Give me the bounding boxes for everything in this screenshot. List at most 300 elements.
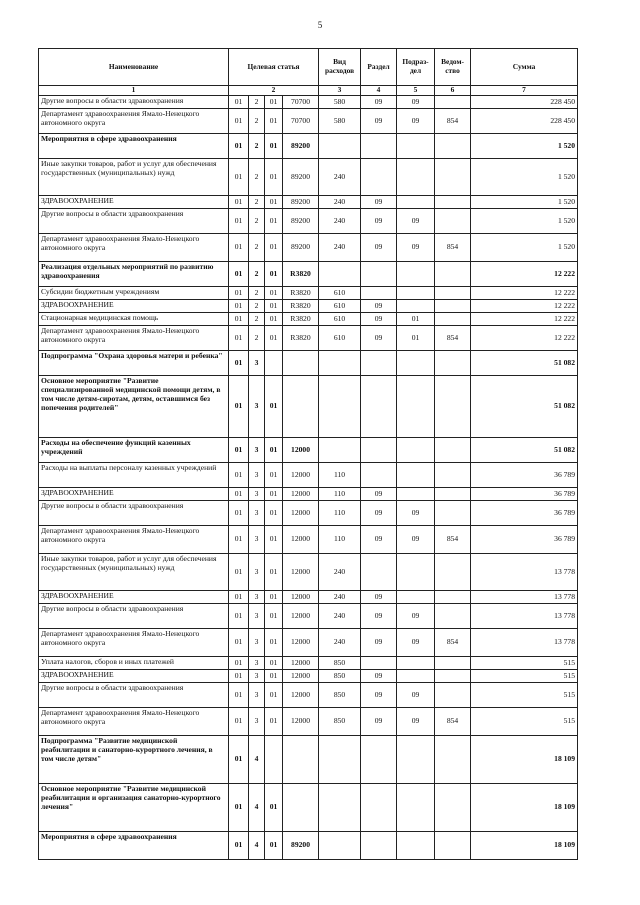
cell-vid: 240	[319, 209, 361, 234]
cell-v	[435, 262, 471, 287]
cell-b: 4	[249, 736, 265, 784]
cell-d: 89200	[283, 234, 319, 262]
cell-c: 01	[265, 159, 283, 196]
cell-d: R3820	[283, 313, 319, 326]
cell-a: 01	[229, 501, 249, 526]
cell-b: 3	[249, 604, 265, 629]
header-row	[39, 49, 578, 86]
cell-d: 89200	[283, 196, 319, 209]
table-row	[39, 300, 578, 313]
cell-a: 01	[229, 96, 249, 109]
cell-a: 01	[229, 313, 249, 326]
cell-a: 01	[229, 591, 249, 604]
cell-name: Департамент здравоохранения Ямало-Ненецкого автономного округа	[39, 708, 229, 736]
cell-vid	[319, 262, 361, 287]
cell-p: 09	[397, 604, 435, 629]
header-summa: Сумма	[471, 49, 578, 86]
cell-name: ЗДРАВООХРАНЕНИЕ	[39, 670, 229, 683]
cell-s: 36 789	[471, 488, 578, 501]
cell-a: 01	[229, 196, 249, 209]
cell-d: 12000	[283, 657, 319, 670]
cell-s: 1 520	[471, 159, 578, 196]
cell-vid: 240	[319, 159, 361, 196]
cell-name: Иные закупки товаров, работ и услуг для обеспечения государственных (муниципальных) нужд	[39, 159, 229, 196]
cell-v	[435, 351, 471, 376]
cell-vid: 610	[319, 313, 361, 326]
cell-d: 12000	[283, 629, 319, 657]
cell-s: 12 222	[471, 326, 578, 351]
cell-p	[397, 376, 435, 438]
cell-p	[397, 463, 435, 488]
cell-c: 01	[265, 526, 283, 554]
cell-b: 3	[249, 526, 265, 554]
cell-vid: 110	[319, 488, 361, 501]
col-number: 7	[471, 86, 578, 96]
cell-vid: 610	[319, 326, 361, 351]
cell-b: 2	[249, 109, 265, 134]
cell-r: 09	[361, 313, 397, 326]
cell-b: 3	[249, 351, 265, 376]
cell-d: R3820	[283, 287, 319, 300]
cell-b: 2	[249, 96, 265, 109]
cell-v	[435, 209, 471, 234]
table-row	[39, 438, 578, 463]
cell-b: 3	[249, 657, 265, 670]
cell-s: 1 520	[471, 209, 578, 234]
cell-c: 01	[265, 604, 283, 629]
cell-d: R3820	[283, 300, 319, 313]
cell-v	[435, 287, 471, 300]
cell-a: 01	[229, 670, 249, 683]
cell-c: 01	[265, 501, 283, 526]
cell-name: ЗДРАВООХРАНЕНИЕ	[39, 591, 229, 604]
cell-c: 01	[265, 670, 283, 683]
cell-c: 01	[265, 262, 283, 287]
cell-p	[397, 657, 435, 670]
cell-r: 09	[361, 300, 397, 313]
budget-table	[38, 48, 578, 860]
cell-v: 854	[435, 708, 471, 736]
cell-s: 1 520	[471, 134, 578, 159]
column-number-row	[39, 86, 578, 96]
cell-b: 3	[249, 438, 265, 463]
cell-vid: 610	[319, 287, 361, 300]
cell-a: 01	[229, 708, 249, 736]
cell-s: 228 450	[471, 109, 578, 134]
cell-r	[361, 134, 397, 159]
cell-a: 01	[229, 832, 249, 860]
col-number: 6	[435, 86, 471, 96]
table-row	[39, 96, 578, 109]
cell-v	[435, 96, 471, 109]
cell-name: Расходы на обеспечение функций казенных учреждений	[39, 438, 229, 463]
cell-d: 89200	[283, 832, 319, 860]
cell-name: Мероприятия в сфере здравоохранения	[39, 832, 229, 860]
cell-p: 09	[397, 526, 435, 554]
cell-p	[397, 287, 435, 300]
cell-s: 12 222	[471, 262, 578, 287]
table-row	[39, 657, 578, 670]
cell-p	[397, 159, 435, 196]
cell-c: 01	[265, 591, 283, 604]
cell-b: 3	[249, 488, 265, 501]
cell-r	[361, 832, 397, 860]
cell-a: 01	[229, 300, 249, 313]
cell-name: Расходы на выплаты персоналу казенных учреждений	[39, 463, 229, 488]
cell-a: 01	[229, 326, 249, 351]
cell-b: 2	[249, 209, 265, 234]
cell-vid	[319, 784, 361, 832]
cell-name: Субсидии бюджетным учреждениям	[39, 287, 229, 300]
cell-s: 515	[471, 670, 578, 683]
cell-v	[435, 683, 471, 708]
cell-v: 854	[435, 526, 471, 554]
cell-p	[397, 300, 435, 313]
cell-a: 01	[229, 683, 249, 708]
table-row	[39, 159, 578, 196]
cell-a: 01	[229, 109, 249, 134]
cell-vid: 240	[319, 629, 361, 657]
cell-p	[397, 784, 435, 832]
cell-p: 01	[397, 326, 435, 351]
cell-r	[361, 351, 397, 376]
cell-d: R3820	[283, 262, 319, 287]
table-row	[39, 134, 578, 159]
table-row	[39, 784, 578, 832]
cell-vid: 850	[319, 708, 361, 736]
table-row	[39, 234, 578, 262]
table-row	[39, 683, 578, 708]
cell-a: 01	[229, 438, 249, 463]
cell-p	[397, 670, 435, 683]
table-row	[39, 604, 578, 629]
table-row	[39, 501, 578, 526]
cell-d: 12000	[283, 554, 319, 591]
cell-c: 01	[265, 438, 283, 463]
table-row	[39, 670, 578, 683]
cell-name: ЗДРАВООХРАНЕНИЕ	[39, 300, 229, 313]
cell-v	[435, 134, 471, 159]
cell-v	[435, 604, 471, 629]
cell-s: 13 778	[471, 554, 578, 591]
cell-s: 12 222	[471, 313, 578, 326]
cell-s: 18 109	[471, 832, 578, 860]
cell-a: 01	[229, 262, 249, 287]
table-row	[39, 463, 578, 488]
cell-p: 09	[397, 96, 435, 109]
cell-a: 01	[229, 784, 249, 832]
cell-c: 01	[265, 657, 283, 670]
cell-c: 01	[265, 287, 283, 300]
cell-c	[265, 736, 283, 784]
cell-a: 01	[229, 657, 249, 670]
cell-c: 01	[265, 234, 283, 262]
cell-v	[435, 657, 471, 670]
cell-v	[435, 300, 471, 313]
cell-a: 01	[229, 234, 249, 262]
cell-r: 09	[361, 501, 397, 526]
cell-s: 18 109	[471, 784, 578, 832]
cell-r: 09	[361, 326, 397, 351]
cell-name: Другие вопросы в области здравоохранения	[39, 683, 229, 708]
table-row	[39, 376, 578, 438]
cell-v	[435, 832, 471, 860]
cell-name: Департамент здравоохранения Ямало-Ненецкого автономного округа	[39, 109, 229, 134]
cell-a: 01	[229, 488, 249, 501]
cell-vid: 850	[319, 657, 361, 670]
cell-vid: 110	[319, 526, 361, 554]
cell-b: 2	[249, 196, 265, 209]
cell-d: 89200	[283, 209, 319, 234]
cell-name: Иные закупки товаров, работ и услуг для обеспечения государственных (муниципальных) нужд	[39, 554, 229, 591]
cell-p: 09	[397, 501, 435, 526]
cell-c: 01	[265, 832, 283, 860]
cell-b: 4	[249, 832, 265, 860]
cell-v	[435, 313, 471, 326]
cell-b: 2	[249, 300, 265, 313]
cell-v	[435, 784, 471, 832]
cell-name: Департамент здравоохранения Ямало-Ненецкого автономного округа	[39, 629, 229, 657]
cell-r	[361, 463, 397, 488]
cell-s: 1 520	[471, 196, 578, 209]
cell-r	[361, 287, 397, 300]
page-number: 5	[317, 20, 323, 30]
cell-s: 18 109	[471, 736, 578, 784]
cell-p: 09	[397, 234, 435, 262]
cell-v	[435, 463, 471, 488]
col-number: 3	[319, 86, 361, 96]
cell-d: 12000	[283, 488, 319, 501]
cell-p: 09	[397, 708, 435, 736]
cell-vid	[319, 736, 361, 784]
cell-name: Департамент здравоохранения Ямало-Ненецкого автономного округа	[39, 526, 229, 554]
cell-a: 01	[229, 287, 249, 300]
table-row	[39, 209, 578, 234]
cell-name: Подпрограмма "Развитие медицинской реабилитации и санаторно-курортного лечения, в том числе детям"	[39, 736, 229, 784]
cell-b: 2	[249, 287, 265, 300]
cell-b: 2	[249, 134, 265, 159]
cell-p: 09	[397, 109, 435, 134]
cell-v	[435, 159, 471, 196]
header-podrazdel: Подраз- дел	[397, 49, 435, 86]
cell-b: 3	[249, 554, 265, 591]
cell-name: Департамент здравоохранения Ямало-Ненецкого автономного округа	[39, 234, 229, 262]
cell-c: 01	[265, 784, 283, 832]
cell-s: 515	[471, 708, 578, 736]
cell-d	[283, 736, 319, 784]
cell-s: 36 789	[471, 526, 578, 554]
cell-v	[435, 554, 471, 591]
cell-s: 13 778	[471, 591, 578, 604]
col-number: 4	[361, 86, 397, 96]
col-number: 2	[229, 86, 319, 96]
cell-d: 12000	[283, 708, 319, 736]
cell-vid: 850	[319, 670, 361, 683]
cell-r: 09	[361, 670, 397, 683]
table-row	[39, 262, 578, 287]
cell-c: 01	[265, 313, 283, 326]
cell-vid: 110	[319, 501, 361, 526]
table-row	[39, 313, 578, 326]
cell-v	[435, 591, 471, 604]
cell-s: 1 520	[471, 234, 578, 262]
cell-b: 3	[249, 463, 265, 488]
cell-r: 09	[361, 109, 397, 134]
col-number: 5	[397, 86, 435, 96]
cell-p: 01	[397, 313, 435, 326]
cell-r: 09	[361, 708, 397, 736]
header-razdel: Раздел	[361, 49, 397, 86]
cell-b: 3	[249, 376, 265, 438]
table-row	[39, 736, 578, 784]
cell-p	[397, 134, 435, 159]
cell-v	[435, 501, 471, 526]
cell-v	[435, 376, 471, 438]
cell-name: Уплата налогов, сборов и иных платежей	[39, 657, 229, 670]
table-row	[39, 326, 578, 351]
cell-d: 12000	[283, 591, 319, 604]
cell-a: 01	[229, 134, 249, 159]
cell-r	[361, 438, 397, 463]
cell-d: R3820	[283, 326, 319, 351]
cell-b: 2	[249, 313, 265, 326]
cell-s: 36 789	[471, 463, 578, 488]
cell-c: 01	[265, 629, 283, 657]
cell-name: Мероприятия в сфере здравоохранения	[39, 134, 229, 159]
table-row	[39, 351, 578, 376]
cell-vid: 110	[319, 463, 361, 488]
cell-d: 70700	[283, 109, 319, 134]
table-row	[39, 196, 578, 209]
table-row	[39, 109, 578, 134]
cell-s: 51 082	[471, 376, 578, 438]
cell-a: 01	[229, 463, 249, 488]
cell-d: 12000	[283, 501, 319, 526]
cell-v: 854	[435, 629, 471, 657]
cell-p: 09	[397, 629, 435, 657]
header-name: Наименование	[39, 49, 229, 86]
cell-name: Основное мероприятие "Развитие специализированной медицинской помощи детям, в том числе детям-сиротам, детям, оставшимся без попечения родителей"	[39, 376, 229, 438]
cell-r: 09	[361, 196, 397, 209]
cell-vid: 240	[319, 591, 361, 604]
col-number: 1	[39, 86, 229, 96]
cell-s: 36 789	[471, 501, 578, 526]
cell-p	[397, 554, 435, 591]
table-row	[39, 526, 578, 554]
cell-vid	[319, 376, 361, 438]
cell-b: 3	[249, 708, 265, 736]
cell-b: 3	[249, 629, 265, 657]
cell-r	[361, 376, 397, 438]
cell-c: 01	[265, 708, 283, 736]
cell-v	[435, 196, 471, 209]
table-row	[39, 488, 578, 501]
cell-s: 12 222	[471, 300, 578, 313]
cell-d: 12000	[283, 463, 319, 488]
cell-c: 01	[265, 376, 283, 438]
cell-p	[397, 832, 435, 860]
cell-p	[397, 488, 435, 501]
cell-name: Другие вопросы в области здравоохранения	[39, 604, 229, 629]
cell-v: 854	[435, 234, 471, 262]
cell-c: 01	[265, 209, 283, 234]
cell-p	[397, 196, 435, 209]
cell-name: Подпрограмма "Охрана здоровья матери и ребенка"	[39, 351, 229, 376]
cell-v: 854	[435, 109, 471, 134]
cell-a: 01	[229, 736, 249, 784]
cell-vid: 850	[319, 683, 361, 708]
cell-b: 3	[249, 683, 265, 708]
cell-r	[361, 657, 397, 670]
cell-d: 89200	[283, 159, 319, 196]
cell-r: 09	[361, 629, 397, 657]
cell-name: Другие вопросы в области здравоохранения	[39, 209, 229, 234]
cell-r: 09	[361, 683, 397, 708]
cell-b: 3	[249, 501, 265, 526]
cell-b: 3	[249, 591, 265, 604]
cell-name: Другие вопросы в области здравоохранения	[39, 96, 229, 109]
cell-b: 2	[249, 159, 265, 196]
cell-a: 01	[229, 554, 249, 591]
cell-b: 2	[249, 326, 265, 351]
cell-d: 12000	[283, 604, 319, 629]
cell-p	[397, 262, 435, 287]
cell-r	[361, 262, 397, 287]
cell-s: 51 082	[471, 351, 578, 376]
cell-c: 01	[265, 554, 283, 591]
cell-name: Стационарная медицинская помощь	[39, 313, 229, 326]
table-row	[39, 554, 578, 591]
cell-c	[265, 351, 283, 376]
cell-b: 2	[249, 262, 265, 287]
cell-d: 89200	[283, 134, 319, 159]
cell-vid: 240	[319, 554, 361, 591]
cell-c: 01	[265, 109, 283, 134]
cell-d: 12000	[283, 670, 319, 683]
table-row	[39, 591, 578, 604]
cell-r	[361, 159, 397, 196]
table-row	[39, 708, 578, 736]
cell-vid	[319, 351, 361, 376]
cell-name: Другие вопросы в области здравоохранения	[39, 501, 229, 526]
cell-a: 01	[229, 159, 249, 196]
cell-b: 4	[249, 784, 265, 832]
cell-v	[435, 438, 471, 463]
cell-name: ЗДРАВООХРАНЕНИЕ	[39, 196, 229, 209]
cell-v: 854	[435, 326, 471, 351]
cell-a: 01	[229, 629, 249, 657]
table-row	[39, 287, 578, 300]
cell-v	[435, 488, 471, 501]
cell-vid: 240	[319, 604, 361, 629]
cell-a: 01	[229, 604, 249, 629]
cell-c: 01	[265, 96, 283, 109]
cell-a: 01	[229, 351, 249, 376]
cell-r: 09	[361, 209, 397, 234]
cell-c: 01	[265, 196, 283, 209]
cell-b: 2	[249, 234, 265, 262]
cell-d	[283, 784, 319, 832]
cell-p	[397, 591, 435, 604]
cell-r: 09	[361, 526, 397, 554]
cell-r: 09	[361, 488, 397, 501]
cell-c: 01	[265, 488, 283, 501]
cell-s: 13 778	[471, 604, 578, 629]
cell-r	[361, 736, 397, 784]
cell-d: 12000	[283, 683, 319, 708]
cell-a: 01	[229, 526, 249, 554]
cell-name: Реализация отдельных мероприятий по развитию здравоохранения	[39, 262, 229, 287]
